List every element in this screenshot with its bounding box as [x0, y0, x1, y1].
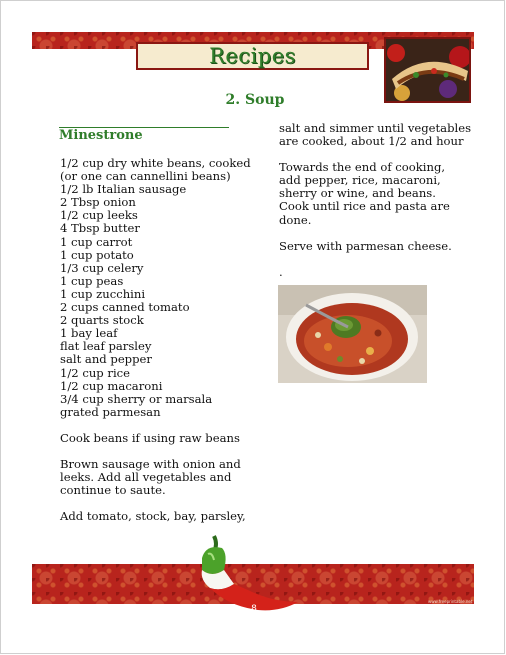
paragraph-gap	[279, 227, 469, 240]
recipe-title: Minestrone	[59, 128, 143, 143]
instruction-line: Serve with parmesan cheese.	[279, 238, 452, 253]
ingredient-line: 2 Tbsp onion	[60, 195, 136, 210]
ingredient-line: 3/4 cup sherry or marsala	[60, 391, 213, 406]
paragraph-gap	[279, 253, 469, 266]
instruction-line: add pepper, rice, macaroni,	[279, 173, 441, 188]
stray-dot: .	[279, 264, 283, 279]
instruction-line: sherry or wine, and beans.	[279, 186, 436, 201]
ingredient-line: flat leaf parsley	[60, 339, 152, 354]
site-credit: www.freeprintable.net	[428, 599, 473, 604]
ingredient-line: 1 cup peas	[60, 273, 124, 288]
ingredient-line: 1/2 cup macaroni	[60, 378, 163, 393]
ingredient-line: grated parmesan	[60, 404, 161, 419]
ingredient-line: salt and pepper	[60, 352, 152, 367]
ingredient-line: 1 bay leaf	[60, 326, 118, 341]
instruction-line: salt and simmer until vegetables	[279, 121, 472, 135]
ingredient-line: 1/2 cup rice	[60, 365, 131, 380]
instruction-line: leeks. Add all vegetables and	[60, 470, 232, 485]
instruction-line: Add tomato, stock, bay, parsley,	[60, 509, 246, 524]
ingredient-line: 1 cup potato	[60, 247, 134, 262]
instruction-line: Towards the end of cooking,	[279, 160, 446, 175]
ingredient-line: 1/2 cup dry white beans, cooked	[60, 156, 251, 170]
instruction-line: Cook until rice and pasta are	[279, 199, 450, 214]
section-heading: 2. Soup	[225, 92, 285, 108]
ingredient-line: 1 cup zucchini	[60, 286, 146, 301]
title-box	[136, 42, 369, 70]
ingredient-line: 4 Tbsp butter	[60, 221, 140, 236]
ingredient-line: (or one can cannellini beans)	[60, 169, 231, 184]
soup-photo	[278, 285, 427, 383]
ingredient-line: 2 quarts stock	[60, 313, 144, 328]
burrito-photo	[384, 37, 471, 103]
instruction-line: Cook beans if using raw beans	[60, 430, 240, 445]
ingredient-line: 1/2 lb Italian sausage	[60, 182, 187, 197]
ingredient-line: 1/2 cup leeks	[60, 208, 138, 223]
instruction-line: continue to saute.	[60, 483, 166, 498]
instruction-line: Brown sausage with onion and	[60, 456, 241, 471]
instruction-line: are cooked, about 1/2 and hour	[279, 134, 464, 149]
ingredient-line: 2 cups canned tomato	[60, 300, 190, 315]
instruction-line: done.	[279, 212, 312, 227]
right-column	[279, 121, 472, 279]
ingredient-line: 1/3 cup celery	[60, 260, 144, 275]
paragraph-gap	[60, 419, 260, 432]
page-number: 8	[251, 604, 257, 614]
ingredient-line: 1 cup carrot	[60, 234, 133, 249]
page-title: Recipes	[209, 44, 296, 68]
left-column	[60, 157, 260, 523]
